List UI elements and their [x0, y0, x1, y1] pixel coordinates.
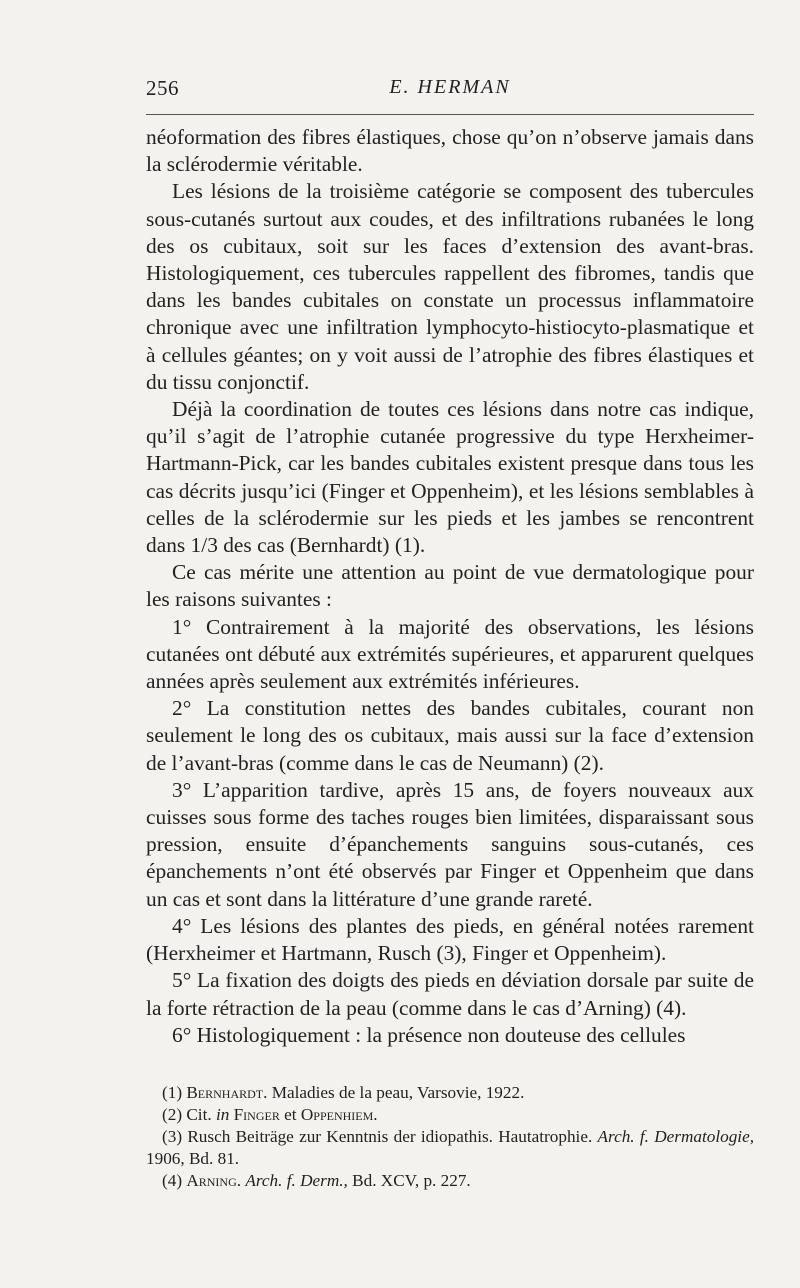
footnote-prefix: Cit. [186, 1105, 212, 1124]
footnote-tail: Bd. XCV, p. 227. [352, 1171, 471, 1190]
paragraph: 4° Les lésions des plantes des pieds, en général notées rarement (Herxheimer et Hartmann, Rusch (3), Finger et Oppenheim). [146, 913, 754, 966]
paragraph: Déjà la coordination de toutes ces lésions dans notre cas indique, qu’il s’agit de l’atrophie cutanée progressive du type Herxheimer-Hartmann-Pick, car les bandes cubitales existent presque dans tous les cas décrits jusqu’ici (Finger et Oppenheim), et les lésions semblables à celles de la sclérodermie sur les pieds et les jambes se rencontrent dans 1/3 des cas (Bernhardt) (1). [146, 397, 754, 558]
footnote-1 [146, 1082, 754, 1104]
paragraph: 2° La constitution nettes des bandes cubitales, courant non seulement le long des os cubitaux, mais aussi sur la face d’extension de l’avant-bras (comme dans le cas de Neumann) (2). [146, 696, 754, 775]
paragraph: Les lésions de la troisième catégorie se composent des tubercules sous-cutanés surtout aux coudes, et des infiltrations rubanées le long des os cubitaux, soit sur les faces d’extension des avant-bras. Histologiquement, ces tubercules rappellent des fibromes, tandis que dans les bandes cubitales on constate un processus inflammatoire chronique avec une infiltration lymphocyto-histiocyto-plasmatique et à cellules géantes; on y voit aussi de l’atrophie des fibres élastiques et du tissu conjonctif. [146, 179, 754, 394]
body-text [146, 124, 754, 1049]
footnote-marker: (3) [162, 1127, 183, 1146]
footnote-text: Maladies de la peau, Varsovie, 1922. [271, 1083, 525, 1102]
paragraph: Ce cas mérite une attention au point de vue dermatologique pour les raisons suivantes : [146, 560, 754, 612]
footnote-2 [146, 1104, 754, 1126]
footnote-marker: (2) [162, 1105, 183, 1124]
header-rule [146, 114, 754, 115]
running-head: E. HERMAN [389, 76, 511, 98]
footnote-4 [146, 1170, 754, 1192]
page-number: 256 [146, 76, 179, 100]
paragraph: 1° Contrairement à la majorité des observations, les lésions cutanées ont débuté aux extrémités supérieures, et apparurent quelques années après seulement aux extrémités inférieures. [146, 614, 754, 694]
footnote-marker: (4) [162, 1171, 183, 1190]
footnote-3 [146, 1126, 754, 1170]
footnote-journal: Arch. f. Dermatologie, [597, 1127, 754, 1146]
footnote-author: Bernhardt. [186, 1083, 268, 1102]
footnote-author: Finger [233, 1105, 280, 1124]
footnote-text: Rusch Beiträge zur Kenntnis der idiopathis. Hautatrophie. [187, 1127, 593, 1146]
footnote-journal: Arch. f. Derm., [245, 1171, 348, 1190]
footnotes [146, 1082, 754, 1192]
footnote-and: et [284, 1105, 297, 1124]
footnote-in: in [215, 1105, 230, 1124]
paragraph: 3° L’apparition tardive, après 15 ans, de foyers nouveaux aux cuisses sous forme des taches rouges bien limitées, disparaissant sous pression, ensuite d’épanchements sanguins sous-cutanés, ces épanchements n’ont été observés par Finger et Oppenheim que dans un cas et sont dans la littérature d’une grande rareté. [146, 777, 754, 911]
paragraph: néoformation des fibres élastiques, chose qu’on n’observe jamais dans la sclérodermie véritable. [146, 125, 754, 177]
footnote-author-2: Oppenhiem. [300, 1105, 378, 1124]
footnote-marker: (1) [162, 1083, 183, 1102]
footnote-author: Arning. [186, 1171, 242, 1190]
page-header [146, 76, 754, 106]
paragraph: 6° Histologiquement : la présence non douteuse des cellules [172, 1022, 686, 1047]
paragraph: 5° La fixation des doigts des pieds en déviation dorsale par suite de la forte rétraction de la peau (comme dans le cas d’Arning) (4). [146, 968, 754, 1020]
footnote-tail: 1906, Bd. 81. [146, 1149, 240, 1168]
